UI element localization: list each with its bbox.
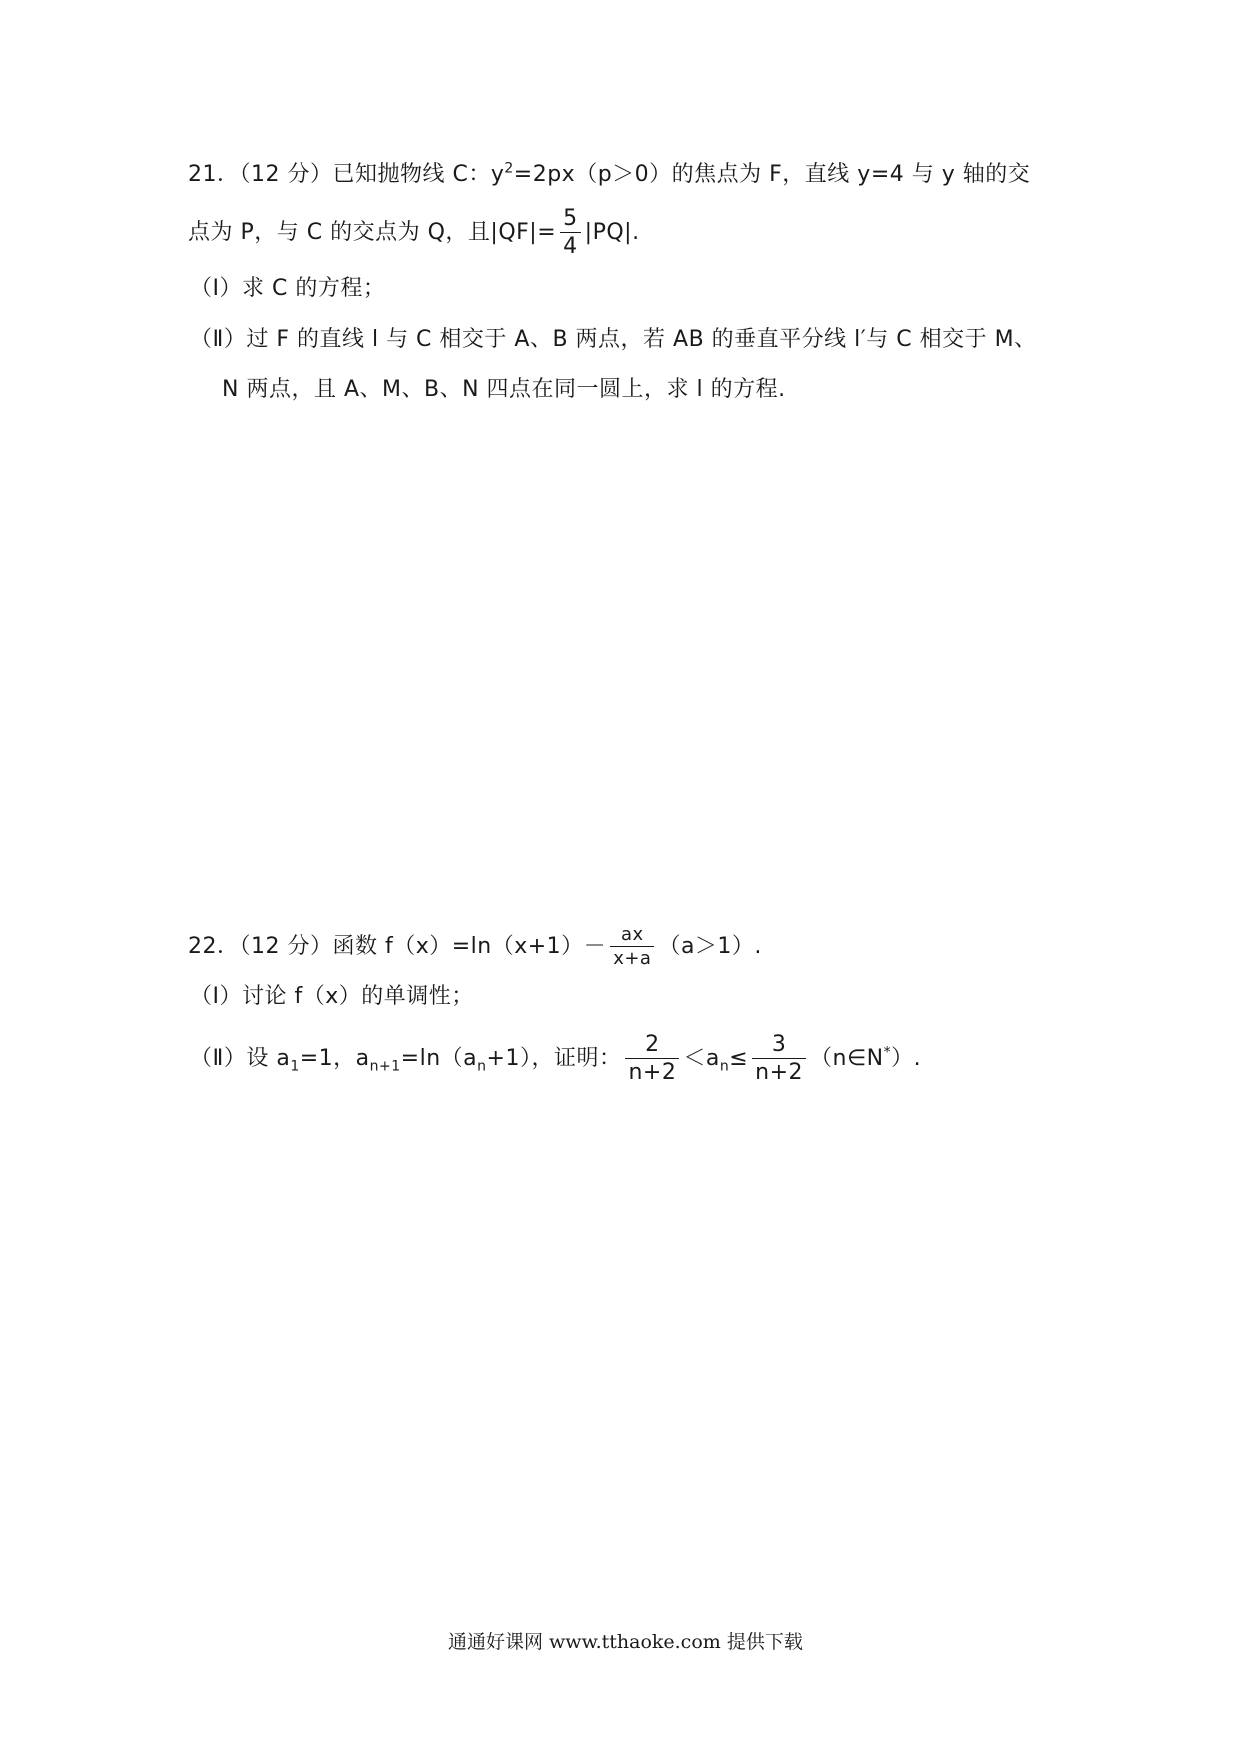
- q21-line1: [188, 160, 1030, 190]
- q22-line1-text-b: （a＞1）.: [658, 934, 762, 959]
- q22-fraction-lower-numerator: 2: [625, 1034, 679, 1059]
- q21-line1-sup: 2: [504, 160, 514, 177]
- q22-fraction-upper: [752, 1034, 806, 1084]
- q21-line2-text-b: |PQ|.: [584, 220, 640, 245]
- q21-line1-text-a: 21．（12 分）已知抛物线 C：y: [188, 162, 505, 187]
- q22-part2-text-b: =1，a: [299, 1046, 370, 1071]
- q22-line1-text-a: 22．（12 分）函数 f（x）=ln（x+1）－: [188, 934, 607, 959]
- q21-line2: [188, 208, 640, 258]
- q22-part2-text-g: （n∈N: [810, 1046, 884, 1071]
- q22-line1: [188, 926, 762, 968]
- q21-part2-line2: N 两点，且 A、M、B、N 四点在同一圆上，求 l 的方程.: [222, 377, 786, 402]
- q22-part2-sub1: 1: [290, 1058, 300, 1075]
- q22-fraction-upper-numerator: 3: [752, 1034, 806, 1059]
- q21-part1: （Ⅰ）求 C 的方程；: [190, 276, 386, 301]
- q21-line2-text-a: 点为 P，与 C 的交点为 Q，且|QF|=: [188, 220, 557, 245]
- q22-fraction-lower: [625, 1034, 679, 1084]
- page-footer: 通通好课网 www.tthaoke.com 提供下载: [448, 1631, 803, 1653]
- q22-part2-text-a: （Ⅱ）设 a: [190, 1046, 291, 1071]
- q22-fraction-upper-denominator: n+2: [755, 1060, 804, 1085]
- q22-part2: [190, 1034, 921, 1084]
- q21-fraction: [560, 208, 581, 258]
- q22-part2-text-c: =ln（a: [400, 1046, 478, 1071]
- q22-part1: （Ⅰ）讨论 f（x）的单调性；: [190, 984, 474, 1009]
- q22-part2-text-f: ≤: [729, 1046, 749, 1071]
- q22-part2-text-h: ）.: [891, 1046, 922, 1071]
- q22-part2-sub2: n+1: [369, 1058, 401, 1075]
- q21-part2-line1: （Ⅱ）过 F 的直线 l 与 C 相交于 A、B 两点，若 AB 的垂直平分线 l′与 C 相交于 M、: [190, 327, 1037, 352]
- q22-part2-sub4: n: [719, 1058, 730, 1075]
- q22-fraction-lower-denominator: n+2: [628, 1060, 677, 1085]
- q21-fraction-numerator: 5: [560, 208, 581, 233]
- q22-fraction: [610, 926, 654, 968]
- q22-part2-sub3: n: [477, 1058, 487, 1075]
- q22-part2-text-e: ＜a: [683, 1046, 720, 1071]
- q21-fraction-denominator: 4: [563, 234, 578, 259]
- q22-fraction-numerator: ax: [610, 926, 654, 947]
- q22-part2-text-d: +1），证明：: [486, 1046, 622, 1071]
- q21-line1-text-b: =2px（p＞0）的焦点为 F，直线 y=4 与 y 轴的交: [513, 162, 1031, 187]
- q22-part2-sup1: *: [883, 1044, 892, 1061]
- q22-fraction-denominator: x+a: [613, 948, 652, 969]
